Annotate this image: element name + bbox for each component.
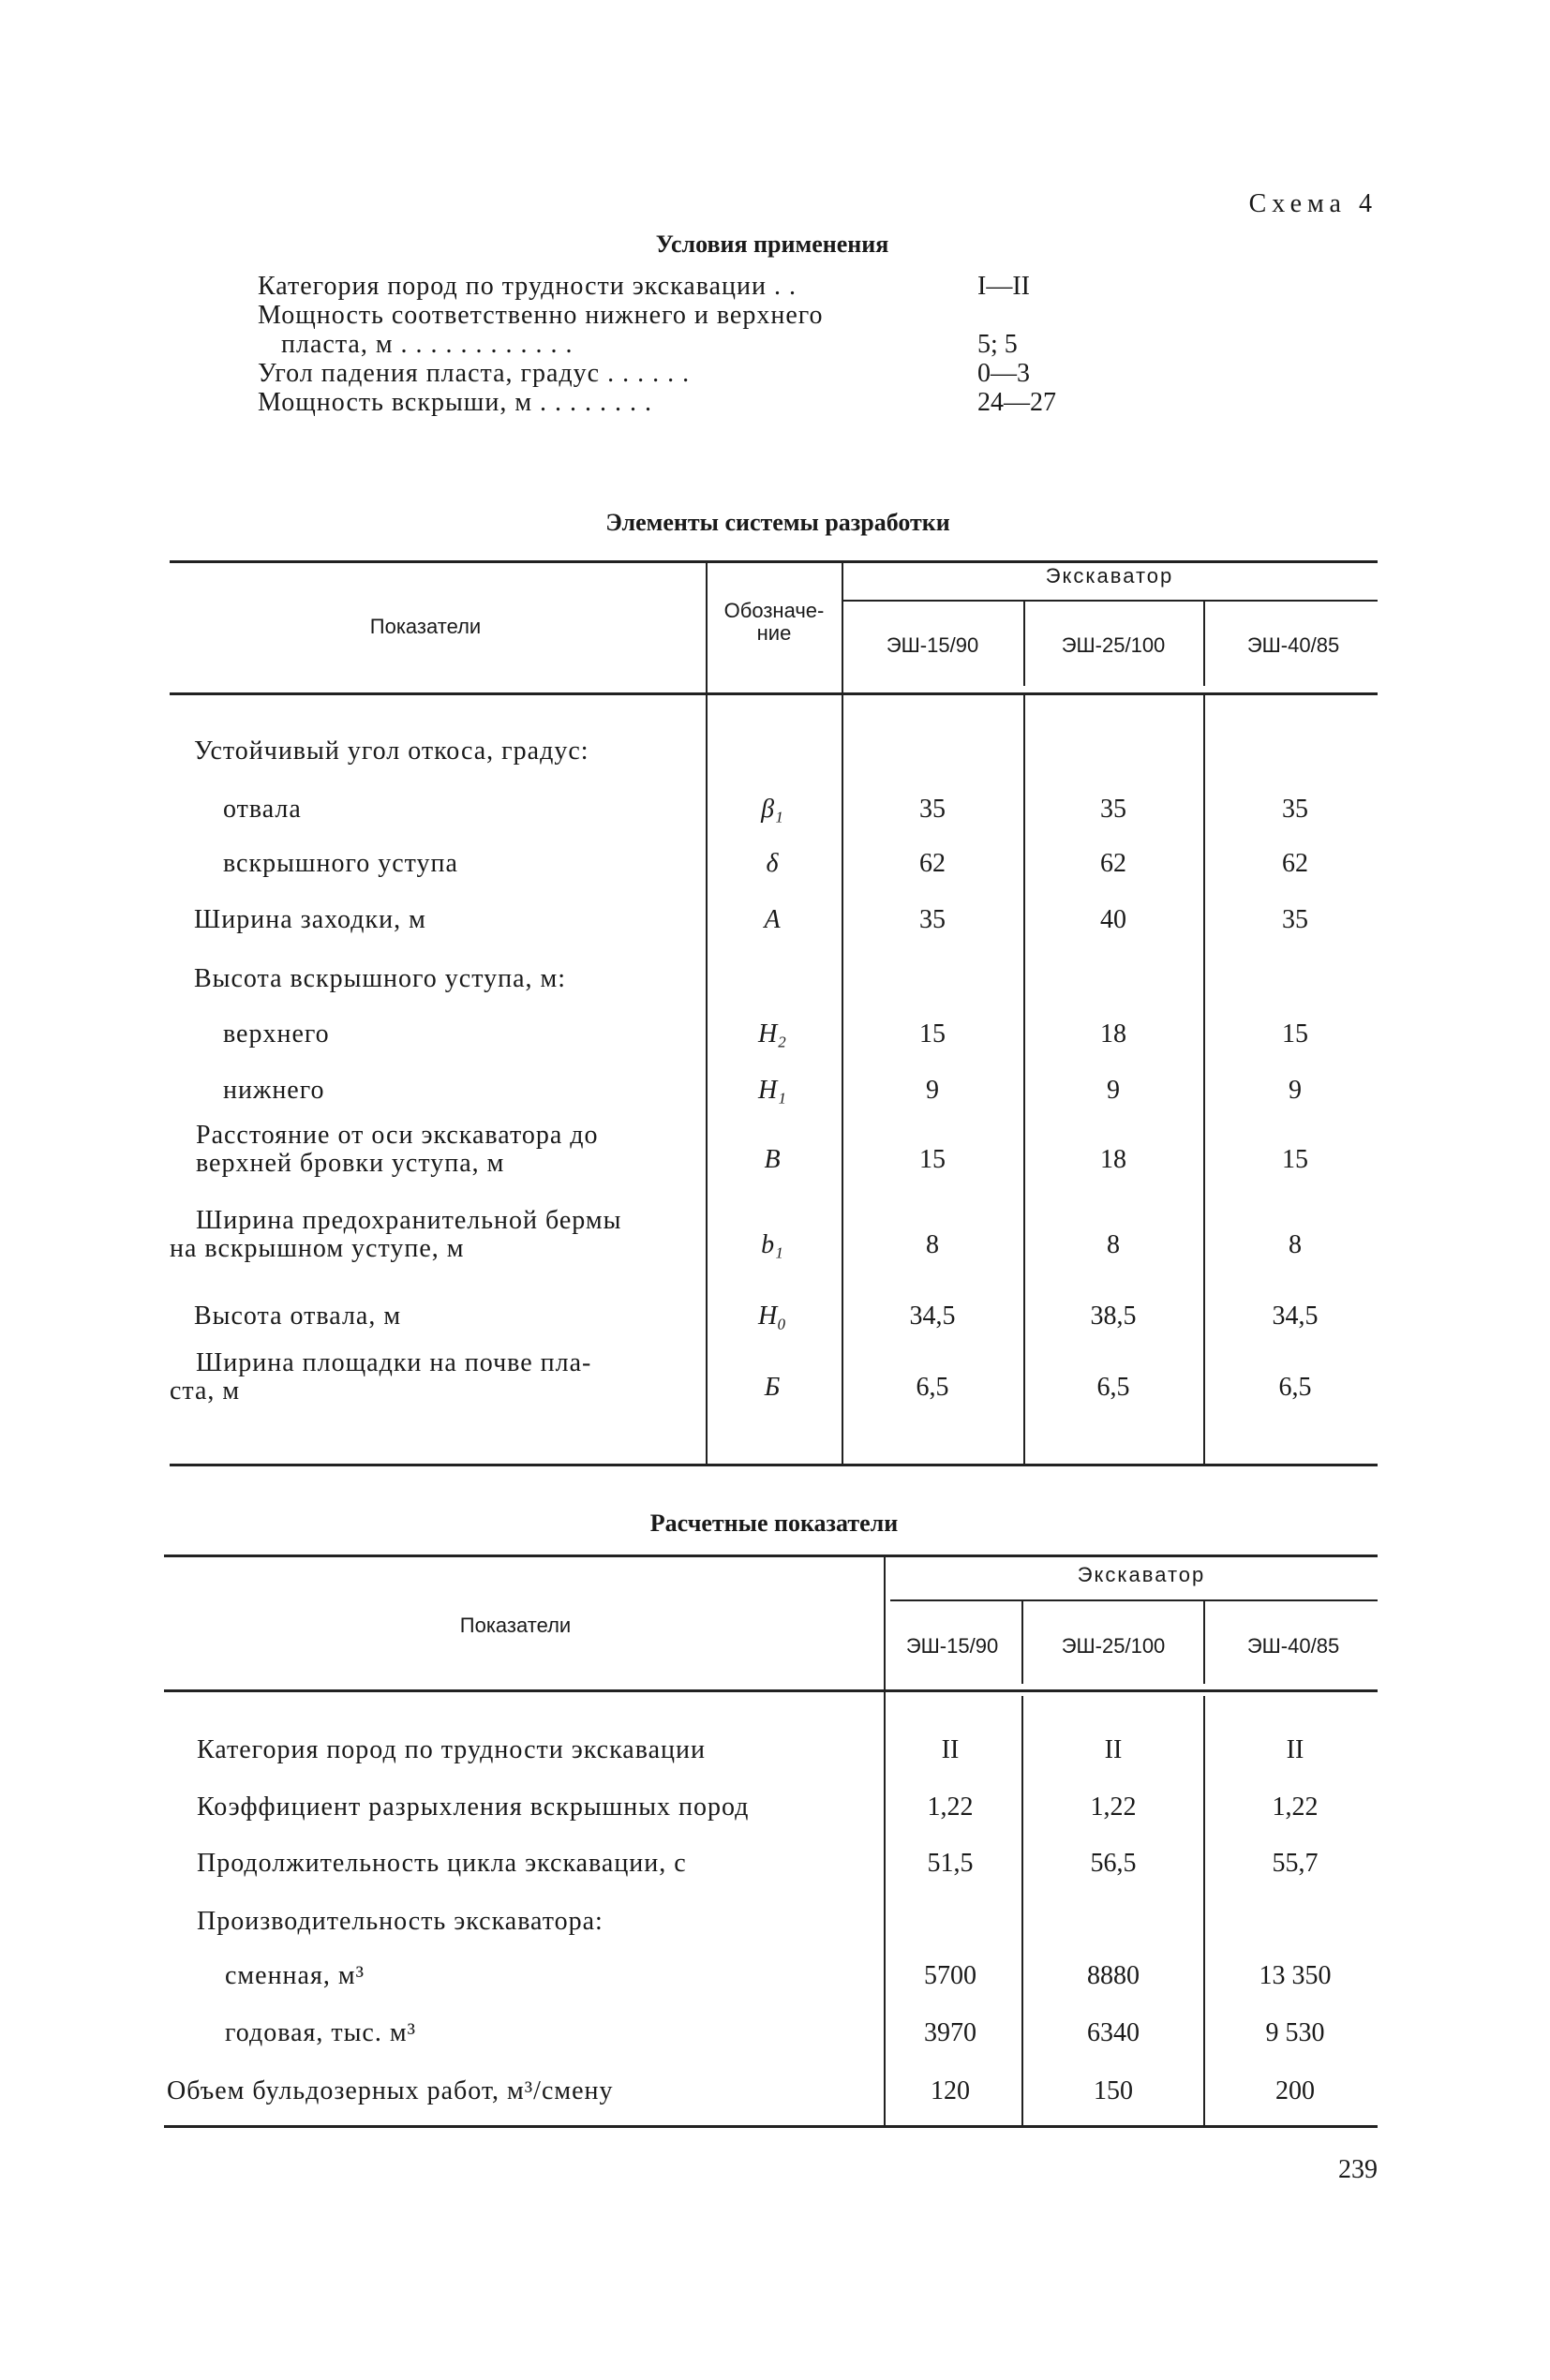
row-label: Высота вскрышного уступа, м: bbox=[194, 964, 566, 993]
row-label: верхнего bbox=[223, 1019, 330, 1049]
column-divider bbox=[1023, 695, 1025, 1464]
condition-label: Мощность вскрыши, м . . . . . . . . bbox=[258, 388, 653, 417]
row-value: 1,22 bbox=[1090, 1792, 1137, 1822]
row-value: 35 bbox=[1100, 795, 1126, 824]
row-label: Устойчивый угол откоса, градус: bbox=[194, 736, 589, 766]
header-model: ЭШ-15/90 bbox=[886, 633, 979, 657]
row-label: на вскрышном уступе, м bbox=[170, 1234, 465, 1263]
row-value: 9 bbox=[1289, 1076, 1302, 1105]
row-value: 6,5 bbox=[916, 1373, 949, 1402]
row-value: 8880 bbox=[1087, 1961, 1140, 1990]
row-value: 35 bbox=[1282, 905, 1308, 934]
condition-value: 0—3 bbox=[977, 359, 1030, 388]
row-value: II bbox=[1286, 1735, 1304, 1764]
row-value: 35 bbox=[919, 905, 946, 934]
row-value: 34,5 bbox=[909, 1302, 956, 1331]
row-label: нижнего bbox=[223, 1076, 325, 1105]
rule bbox=[170, 1464, 1378, 1466]
column-divider bbox=[1203, 1601, 1205, 1684]
row-value: 200 bbox=[1275, 2076, 1315, 2105]
row-label: Производительность экскаватора: bbox=[197, 1907, 604, 1936]
row-symbol: b₁ bbox=[761, 1230, 783, 1259]
row-value: 35 bbox=[1282, 795, 1308, 824]
row-value: 5700 bbox=[924, 1961, 976, 1990]
column-divider bbox=[1203, 1696, 1205, 2125]
row-label: годовая, тыс. м³ bbox=[225, 2018, 416, 2047]
table1-title: Элементы системы разработки bbox=[605, 509, 950, 536]
row-label: Объем бульдозерных работ, м³/смену bbox=[167, 2076, 614, 2105]
condition-value: 5; 5 bbox=[977, 330, 1018, 359]
rule bbox=[170, 692, 1378, 695]
row-value: 8 bbox=[1289, 1230, 1302, 1259]
row-label: сменная, м³ bbox=[225, 1961, 365, 1990]
row-label: Ширина предохранительной бермы bbox=[196, 1206, 622, 1235]
row-symbol: H₁ bbox=[758, 1076, 786, 1105]
row-value: 15 bbox=[1282, 1019, 1308, 1049]
row-value: 1,22 bbox=[1272, 1792, 1319, 1822]
column-divider bbox=[1021, 1601, 1023, 1684]
row-value: 6,5 bbox=[1278, 1373, 1312, 1402]
row-value: 40 bbox=[1100, 905, 1126, 934]
column-divider bbox=[884, 1557, 886, 2125]
header-model: ЭШ-40/85 bbox=[1246, 633, 1340, 657]
row-value: 62 bbox=[1282, 849, 1308, 878]
rule bbox=[890, 1599, 1378, 1601]
row-value: 6,5 bbox=[1096, 1373, 1130, 1402]
row-label: отвала bbox=[223, 795, 302, 824]
row-value: 35 bbox=[919, 795, 946, 824]
row-label: вскрышного уступа bbox=[223, 849, 458, 878]
column-divider bbox=[1203, 602, 1205, 686]
row-value: 15 bbox=[919, 1145, 946, 1174]
row-symbol: B bbox=[764, 1145, 781, 1174]
row-value: 18 bbox=[1100, 1145, 1126, 1174]
row-label: Расстояние от оси экскаватора до bbox=[196, 1121, 599, 1150]
rule bbox=[164, 1689, 1378, 1692]
row-value: II bbox=[1104, 1735, 1123, 1764]
table2-title: Расчетные показатели bbox=[649, 1510, 899, 1537]
column-divider bbox=[706, 562, 708, 1464]
row-symbol: H₀ bbox=[758, 1302, 786, 1331]
page-number: 239 bbox=[1338, 2155, 1378, 2184]
row-value: 8 bbox=[1107, 1230, 1120, 1259]
row-label: Коэффициент разрыхления вскрышных пород bbox=[197, 1792, 750, 1822]
row-value: 150 bbox=[1094, 2076, 1133, 2105]
rule bbox=[170, 560, 1378, 563]
row-value: 13 350 bbox=[1259, 1961, 1332, 1990]
condition-value: 24—27 bbox=[977, 388, 1056, 417]
header-model: ЭШ-25/100 bbox=[1061, 633, 1166, 657]
row-value: 3970 bbox=[924, 2018, 976, 2047]
column-divider bbox=[1021, 1696, 1023, 2125]
row-value: 9 530 bbox=[1265, 2018, 1325, 2047]
row-label: Ширина заходки, м bbox=[194, 905, 426, 934]
column-divider bbox=[1203, 695, 1205, 1464]
scheme-label: Схема 4 bbox=[1248, 189, 1378, 218]
row-label: Высота отвала, м bbox=[194, 1302, 402, 1331]
row-value: 15 bbox=[1282, 1145, 1308, 1174]
row-symbol: Б bbox=[764, 1373, 781, 1402]
header-indicator: Показатели bbox=[369, 615, 482, 638]
row-value: 56,5 bbox=[1090, 1849, 1137, 1878]
row-value: 18 bbox=[1100, 1019, 1126, 1049]
row-label: Категория пород по трудности экскавации bbox=[197, 1735, 706, 1764]
row-symbol: A bbox=[764, 905, 781, 934]
row-value: 62 bbox=[919, 849, 946, 878]
condition-label: пласта, м . . . . . . . . . . . . bbox=[281, 330, 574, 359]
row-symbol: β₁ bbox=[761, 795, 783, 824]
condition-value: I—II bbox=[977, 272, 1030, 301]
rule bbox=[164, 1554, 1378, 1557]
row-value: 55,7 bbox=[1272, 1849, 1319, 1878]
row-symbol: H₂ bbox=[758, 1019, 786, 1049]
condition-label: Угол падения пласта, градус . . . . . . bbox=[258, 359, 691, 388]
row-value: 38,5 bbox=[1090, 1302, 1137, 1331]
condition-label: Мощность соответственно нижнего и верхнего bbox=[258, 301, 824, 330]
row-value: 34,5 bbox=[1272, 1302, 1319, 1331]
header-indicator: Показатели bbox=[459, 1614, 572, 1637]
row-label: ста, м bbox=[170, 1376, 241, 1406]
row-label: верхней бровки уступа, м bbox=[196, 1149, 505, 1178]
row-value: 9 bbox=[1107, 1076, 1120, 1105]
row-value: II bbox=[941, 1735, 960, 1764]
header-symbol: Обозначе-ние bbox=[723, 599, 825, 645]
rule bbox=[842, 600, 1378, 602]
row-value: 15 bbox=[919, 1019, 946, 1049]
row-value: 62 bbox=[1100, 849, 1126, 878]
row-value: 8 bbox=[926, 1230, 939, 1259]
header-excavator: Экскаватор bbox=[1077, 1563, 1206, 1586]
row-label: Ширина площадки на почве пла- bbox=[196, 1348, 592, 1377]
column-divider bbox=[1023, 602, 1025, 686]
condition-label: Категория пород по трудности экскавации . . bbox=[258, 272, 797, 301]
header-model: ЭШ-25/100 bbox=[1061, 1634, 1166, 1658]
rule bbox=[164, 2125, 1378, 2128]
header-model: ЭШ-40/85 bbox=[1246, 1634, 1340, 1658]
header-excavator: Экскаватор bbox=[1045, 564, 1174, 588]
row-value: 1,22 bbox=[927, 1792, 974, 1822]
row-symbol: δ bbox=[766, 849, 779, 878]
conditions-title: Условия применения bbox=[655, 231, 889, 258]
row-value: 9 bbox=[926, 1076, 939, 1105]
row-label: Продолжительность цикла экскавации, с bbox=[197, 1849, 687, 1878]
row-value: 6340 bbox=[1087, 2018, 1140, 2047]
row-value: 120 bbox=[931, 2076, 970, 2105]
header-model: ЭШ-15/90 bbox=[905, 1634, 999, 1658]
column-divider bbox=[842, 562, 843, 1464]
row-value: 51,5 bbox=[927, 1849, 974, 1878]
